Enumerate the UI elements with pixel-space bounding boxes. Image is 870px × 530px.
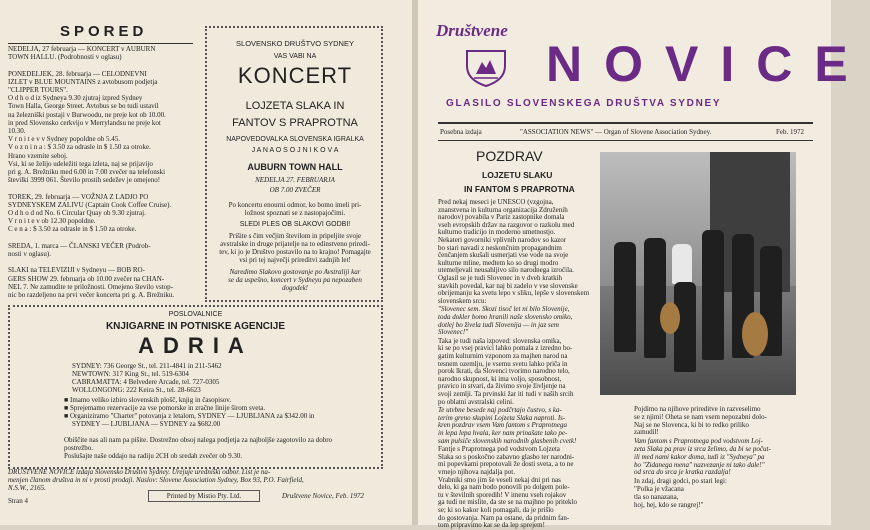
issue-date: Feb. 1972 [776, 128, 804, 136]
article-line: Fantje s Praprotnega pod vodstvom Lojzeta [438, 445, 560, 454]
adria-branches: POSLOVALNICE [168, 311, 223, 318]
article-line: porok lkrati, da Slovenci tvorimo narodno telo, [438, 367, 570, 376]
quote-line: sam pulsiče slovenskih narodnih glasbenih cvetk! [438, 436, 577, 445]
article-line: kulturno tradicijo in moderno umetnostjo. [438, 228, 556, 237]
article-line: Taka je tudi naša izpoved: slovenska omika, [438, 336, 562, 345]
address-line: NEWTOWN: 317 King St., tel. 519-6304 [72, 370, 189, 378]
concert-band-1: LOJZETA SLAKA IN [245, 100, 345, 112]
note-line: DRUŠTVENE NOVICE izdaja Slovensko Društvo Sydney. Urejuje uredniški odbor. List je na- [8, 468, 271, 476]
article-line: kulturne mline, medtem ko so drugi modro [438, 258, 559, 267]
masthead-rule [438, 122, 813, 124]
headline-2: IN FANTOM S PRAPROTNA [464, 184, 575, 194]
article-line: tesnem ozemlju, je vsemu svetu lahko priča in [438, 359, 568, 368]
adria-name: ADRIA [138, 333, 253, 358]
schedule-line: pri g. A. Brežniku med 6.00 in 7.00 zvečer na telefonski [8, 168, 166, 176]
spored-rule [8, 43, 193, 44]
concert-invite: VAS VABI NA [273, 53, 317, 60]
schedule-line: NEL 7. Ne zamudite te priložnosti. Omejeno število vstop- [8, 282, 173, 291]
column-line: "Polka je vžacana [634, 485, 684, 493]
concert-line: vsi pri tej največji prireditvi zadnjih let! [239, 256, 351, 264]
concert-date: NEDELJA 27. FEBRUARJA [255, 176, 335, 184]
schedule-line: O d h o d iz Sydneya 9.30 zjutraj izpred Sydney [8, 94, 143, 103]
masthead-novice: NOVICE [546, 36, 870, 92]
issue-rule [438, 140, 813, 141]
schedule-line: TOREK, 29. februarja — VOŽNJA Z LADJO PO [8, 192, 149, 201]
column-line: tla so nanazana, [634, 492, 679, 501]
column-line: zamudil! [634, 428, 659, 437]
article-line: Pred nekaj meseci je UNESCO (vzgojna, [438, 198, 554, 206]
column-line: se z njimi! Oheta se nam vsem nepozabni dolo- [634, 412, 767, 421]
spored-title: SPORED [60, 23, 148, 40]
page-number: Stran 4 [8, 497, 29, 505]
schedule-line: številki 3999 061. Število prostih sedežev je omejeno! [8, 176, 161, 185]
article-line: Vrabniki smo jim še veseli nekaj dni pri nas [438, 475, 561, 484]
column-line: Pojdimo na njihove prireditve in razveselimo [634, 405, 761, 413]
article-line: čenčanjem skušali usmerjati vse vode na svoje [438, 251, 569, 260]
column-quote-line: bo "Zidanega mena" nazvezanje ni tako dale!" [634, 460, 765, 469]
column-line: hoj, hej, kdo se rangrej!" [634, 500, 704, 509]
concert-line: tev, ki jo je Društvo postavilo na to krajno! Pomagajte [219, 248, 371, 256]
article-line: stavkih povedal, kar naj bi zadelo v vse slovenske [438, 281, 578, 290]
schedule-line: 10.30. [8, 127, 26, 135]
quote-line: "Slovenec sem. Skozi tisoč let ni bilo Slovenije, [438, 305, 570, 314]
schedule-line: NEDELJA, 27 februarja — KONCERT v AUBURN [8, 45, 156, 53]
article-line: do gostovanja. Nam pa ostane, da pridnim fan- [438, 513, 570, 522]
concert-title: KONCERT [237, 63, 353, 88]
schedule-line: nosti v oglasu). [8, 250, 51, 258]
concert-line: avstralske in druge prijatelje na to edinstveno priredi- [220, 240, 370, 248]
masthead-subtitle: GLASILO SLOVENSKEGA DRUŠTVA SYDNEY [446, 98, 722, 109]
concert-time: OB 7.00 ZVEČER [269, 186, 321, 194]
article-column [438, 198, 618, 530]
schedule-line: IZLET v BLUE MOUNTAINS z avtobusom podjetja [8, 77, 158, 86]
quote-line: Te utvbne besede naj podčrtajo čustvo, s ka- [438, 406, 562, 415]
article-line: delo, ki ga nam bodo ponovili po dolgem pole- [438, 483, 570, 492]
schedule-line: V r n i t e v v Sydney popoldne ob 5.45. [8, 135, 121, 144]
schedule-line: SYDNEYSKEM ZALIVU (Captain Cook Coffee Cruise). [8, 200, 172, 209]
outro-line: postrežbo. [64, 444, 93, 452]
article-line: mi popevkami prepotovali že dosti sveta, a to ne [438, 460, 574, 469]
article-line: gatim kulturnim vzponom za majhen narod na [438, 352, 568, 360]
left-page [0, 0, 412, 525]
concert-line: ložnost spoznati se z nastopajočimi. [244, 209, 346, 217]
column-line: Naj se ne Slovenca, ki bi to redko priliko [634, 420, 749, 429]
schedule-line: V o z n i n a : $ 3.50 za odrasle in $ 1.50 za otroke. [8, 143, 151, 152]
address-line: WOLLONGONG: 222 Keira St., tel. 28-6623 [72, 386, 201, 394]
article-line: vrnejo njihova najdalja pot. [438, 468, 515, 476]
column-line: In zdaj, dragi godci, po stari legi: [634, 477, 727, 486]
schedule-line: Town Halla, George Street. Avtobus se bo tudi ustavil [8, 102, 159, 111]
article-line: svoji zemlji. Ta prvinski žar iti tudi v naših srcih [438, 390, 574, 398]
service-line: SYDNEY — LJUBLJANA — SYDNEY za $682.00 [72, 420, 221, 428]
concert-host-name: J A N A O S O J N I K O V A [251, 147, 339, 154]
outro-line: Obiščite nas ali nam pa pišite. Dostrežno obsoj nalega podjetja za najboljše zagotovilo za dobro [64, 436, 333, 444]
service-line: ■ Sprejemamo rezervacije za vse pomorske in zračne linije širom sveta. [64, 404, 266, 412]
column-quote-line: ili med nami kakor doma, tudi iz "Sydneya" pa [634, 452, 765, 461]
schedule-line: V r n i t e v ob 12.30 popoldne. [8, 217, 96, 226]
article-line: po oblatni avstralski celini. [438, 397, 514, 406]
schedule-line: SREDA, 1. marca — ČLANSKI VEČER (Podrob- [8, 241, 151, 250]
issue-org: "ASSOCIATION NEWS" — Organ of Slovene Association Sydney. [520, 128, 712, 136]
column-quote-line: od srca do srca je kratka razdalja! [634, 468, 731, 477]
concert-hall: AUBURN TOWN HALL [247, 162, 343, 172]
printer-note: Printed by Mistio Pty. Ltd. [148, 490, 260, 502]
article-line: tom pripravimo kar se da lep sprejem! [438, 521, 545, 530]
pozdrav-title: POZDRAV [476, 148, 543, 164]
headline-1: LOJZETU SLAKU [482, 170, 553, 180]
band-photo [600, 152, 796, 395]
adria-agency: KNJIGARNE IN POTNISKE AGENCIJE [105, 321, 286, 332]
article-line: ki se po vsej pravici lahko pomala z izredno bo- [438, 344, 573, 353]
quote-line: toda dokler bomo hranili naše slovensko omiko, [438, 313, 573, 321]
schedule-line: "CLIPPER TOURS". [8, 86, 68, 94]
article-line: narodov) povabila v Pariz zastopnike domala [438, 213, 565, 222]
service-line: ■ Imamo veliko izbiro slovenskih plošč, knjig in časopisov. [64, 396, 232, 404]
article-line: bo stari navadi z neskončnim propagandnim [438, 243, 562, 252]
schedule-line: SLAKI na TELEVIZIJI v Sydneyu — BOB RO- [8, 266, 145, 275]
bullet-icon: ■ [64, 404, 70, 412]
masthead-drustvene: Društvene [436, 21, 508, 40]
article-line: obrijemanju ka svetu lepo v sliku, lepše v slovenskem [438, 289, 590, 298]
schedule-line: TOWN HALLU. (Podrobnosti v oglasu) [8, 53, 122, 62]
article-line: Slaka so s poskočno zabavno glasbo ter narodni- [438, 452, 575, 461]
schedule-line: Hrano vzemite seboj. [8, 151, 68, 160]
service-line: ■ Organiziramo "Charter" potovanja z letalom, SYDNEY — LJUBLJANA za $342.00 in [64, 412, 315, 420]
concert-line: Naredimo Slakovo gostovanje po Avstraliji kar [229, 268, 361, 276]
quote-line: Slovenec!" [438, 328, 469, 337]
schedule-line: GERS SHOW 29. februarja ob 10.00 zvečer na CHAN- [8, 274, 165, 283]
note-line: menjen članom društva in ni v prosti prodaji. Naslov: Slovene Association Sydney, Box 93, P.O. Fairfield, [8, 476, 304, 484]
concert-line: se da uspešno, koncert v Sydneyu pa nepozaben [228, 276, 362, 284]
article-line: slovenskem srcu: [438, 296, 487, 305]
concert-line: Prišite s čim večjim številom in pripeljite svoje [228, 232, 361, 240]
schedule-line: na železniški postaji v Burwoodu, ne preje kot ob 10.00. [8, 110, 166, 119]
schedule-line: C e n a : $ 3.50 za odrasle in $ 1.50 za otroke. [8, 225, 137, 234]
bullet-icon: ■ [64, 412, 70, 420]
concert-line: Po koncertu enourni odmor, ko bomo imeli pri- [228, 201, 362, 209]
schedule-line: O d h o d od No. 6 Circular Quay ob 9.30 zjutraj. [8, 209, 146, 217]
schedule-line: in pred Slovensko cerkvijo v Merrylandsu ne preje kot [8, 118, 161, 127]
column-quote-line: zeta Slaka pa prav iz srca želimo, da bi se počut- [634, 445, 771, 453]
schedule-line: Vsi, ki se želijo udeležiti tega izleta, naj se prijavijo [8, 159, 153, 168]
footer-issue: Društvene Novice, Feb. 1972 [282, 492, 364, 500]
association-crest-icon [464, 48, 508, 88]
issue-label: Posebna izdaja [440, 128, 482, 136]
concert-line: dogodek! [281, 284, 309, 292]
article-line: Nekateri govorniki vplivnih narodov so kazor [438, 236, 567, 244]
column-quote-line: Vam fantom s Praprotnega pod vodstvom Loj- [634, 437, 763, 446]
concert-dance: SLEDI PLES OB SLAKOVI GODBI! [239, 221, 351, 228]
article-line: ga tudi ne mislite, da ste se na majhno po priteklo [438, 498, 577, 507]
schedule-line: PONEDELJEK, 28. februarja — CELODNEVNI [8, 69, 147, 78]
quote-line: dotlej bo živela tudi Slovenija — in jaz sem [438, 320, 559, 329]
article-line: pravico in stvari, da živimo svoje življenje na [438, 382, 566, 391]
note-line: N.S.W., 2165. [8, 484, 46, 492]
right-page [418, 0, 870, 530]
quote-line: in lepa lepa hvala, ker nam prinašate tako pe- [438, 429, 568, 437]
article-line: znanstvena in kulturna organizacija Združenih [438, 205, 568, 214]
concert-host: NAPOVEDOVALKA SLOVENSKA IGRALKA [226, 136, 364, 143]
concert-org: SLOVENSKO DRUŠTVO SYDNEY [236, 39, 354, 48]
article-line: narodno skupnost, ki ima voljo, sposobnost, [438, 374, 562, 383]
article-line: Oglasil se je tudi Slovenec in v dveh kratkih [438, 274, 563, 282]
bullet-icon: ■ [64, 396, 70, 404]
concert-band-2: FANTOV S PRAPROTNA [232, 117, 358, 129]
address-line: SYDNEY: 736 George St., tel. 211-4841 in 211-5462 [72, 362, 222, 370]
quote-line: terim greno skupini Lojzeta Slaka naproti. Is- [438, 413, 566, 422]
article-line: vseh evropskih držav na razgovor o razkolu med [438, 220, 575, 229]
article-line: tu v številnih sporedih! V imenu vseh rojakov [438, 490, 567, 499]
quote-line: kren pozdrav vsem Vam fantom s Praprotnega [438, 421, 567, 430]
article-line: utemeljevali neusahljivo silo narodnega izročila. [438, 266, 574, 275]
article-line: se; ki so kakor koli pomagali, da je prišlo [438, 506, 554, 514]
outro-line: Poslušajte naše oddajo na radiju 2CH ob sredah zvečer ob 9.30. [64, 452, 243, 460]
schedule-line: nic bo razdeljeno na prvi večer koncerta pri g. A. Brežniku. [8, 291, 175, 299]
address-line: CABRAMATTA: 4 Belvedere Arcade, tel. 727-0305 [72, 378, 220, 386]
